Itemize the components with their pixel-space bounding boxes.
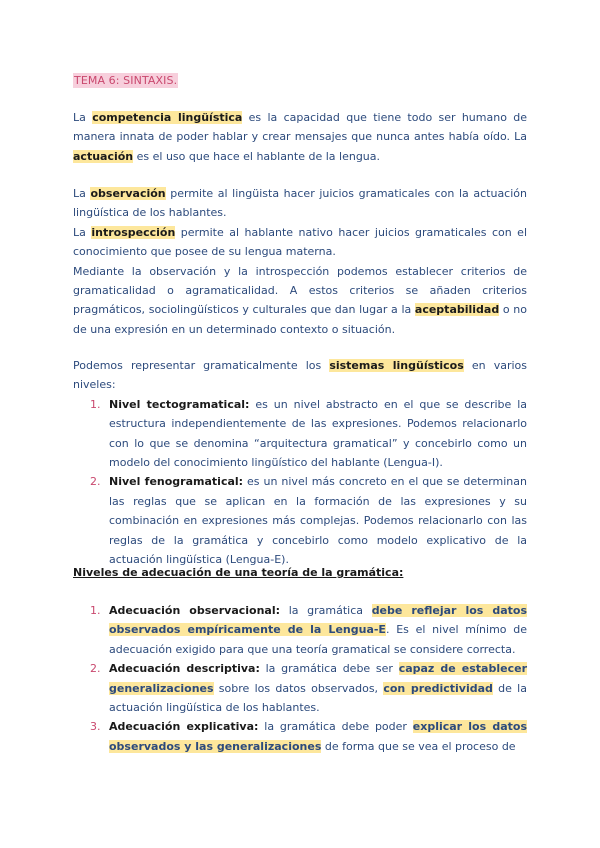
list-number: 1.: [90, 397, 101, 411]
list-text: es un nivel más concreto en el que se determinan las reglas que se aplican en la formación de las expresiones y su combinación en expresiones más complejas. Podemos relacionarlo con las reglas de la gramática y concebirlo como modelo explicativo de la actuación lingüística (Lengua-E).: [109, 475, 527, 567]
keyword-introspeccion: introspección: [91, 225, 176, 239]
list-term: Adecuación observacional:: [109, 604, 281, 617]
list-item: [73, 395, 527, 473]
list-number: 2.: [90, 475, 101, 489]
text: permite al lingüista hacer juicios gramaticales con la actuación lingüística de los hablantes.: [73, 187, 527, 220]
list-term: Adecuación explicativa:: [109, 720, 259, 734]
highlight: explicar los datos observados y las generalizaciones: [109, 720, 527, 753]
list-number: 1.: [90, 604, 101, 617]
section-niveles: [73, 356, 527, 569]
list-term: Adecuación descriptiva:: [109, 662, 260, 676]
paragraph-introspeccion: [73, 223, 527, 262]
keyword-observacion: observación: [90, 187, 166, 200]
list-number: 3.: [90, 720, 101, 734]
text: La: [73, 225, 92, 239]
list-item: [73, 472, 527, 569]
highlight: capaz de establecer generalizaciones: [109, 662, 527, 695]
paragraph-sistemas: [73, 356, 527, 395]
text: Podemos representar gramaticalmente los: [73, 359, 330, 372]
keyword-actuacion: actuación: [73, 149, 134, 163]
list-text: la gramática debe poder: [258, 720, 413, 734]
text: o no de una expresión en un determinado contexto o situación.: [73, 303, 527, 336]
paragraph-observacion: [73, 184, 527, 223]
text: en varios niveles:: [73, 359, 527, 392]
keyword-aceptabilidad: aceptabilidad: [414, 303, 500, 317]
section-subheading: Niveles de adecuación de una teoría de la gramática:: [73, 566, 404, 579]
page-title: TEMA 6: SINTAXIS.: [74, 74, 178, 87]
text: es el uso que hace el hablante de la lengua.: [133, 149, 381, 163]
list-text: sobre los datos observados,: [213, 681, 384, 695]
adequacy-list: [73, 601, 527, 756]
levels-list: [73, 395, 527, 570]
paragraph-criterios: [73, 262, 527, 340]
list-term: Nivel fenogramatical:: [109, 475, 244, 489]
keyword-sistemas: sistemas lingüísticos: [329, 359, 464, 372]
keyword-competencia: competencia lingüística: [92, 111, 243, 124]
list-item: [73, 717, 527, 756]
paragraphs-observacion: [73, 184, 527, 339]
list-term: Nivel tectogramatical:: [109, 397, 250, 411]
section-adecuacion: [73, 601, 527, 756]
text: Mediante la observación y la introspección podemos establecer criterios de gramaticalidad o agramaticalidad. A estos criterios se añaden criterios pragmáticos, sociolingüísticos y culturales que dan lugar a la: [73, 264, 527, 317]
list-item: [73, 601, 527, 659]
text: es la capacidad que tiene todo ser humano de manera innata de poder hablar y crear mensajes que nunca antes había oído. La: [73, 111, 527, 144]
list-number: 2.: [90, 662, 101, 676]
text: permite al hablante nativo hacer juicios gramaticales con el conocimiento que posee de su lengua materna.: [73, 225, 528, 259]
list-text: la gramática debe ser: [259, 662, 399, 676]
list-text: de la actuación lingüística de los hablantes.: [109, 681, 527, 715]
text: La: [73, 187, 91, 200]
highlight: debe reflejar los datos observados empíricamente de la Lengua-E: [109, 604, 527, 637]
list-item: [73, 659, 527, 717]
paragraph-competencia: [73, 108, 527, 166]
list-text: de forma que se vea el proceso de: [321, 739, 516, 753]
text: La: [73, 111, 93, 124]
highlight: con predictividad: [383, 681, 493, 695]
list-text: . Es el nivel mínimo de adecuación exigido para que una teoría gramatical se considere correcta.: [109, 623, 528, 656]
list-text: la gramática: [280, 604, 372, 617]
list-text: es un nivel abstracto en el que se describe la estructura independientemente de las expresiones. Podemos relacionarlo con lo que se denomina “arquitectura gramatical” y concebirlo como un modelo del conocimiento lingüístico del hablante (Lengua-I).: [109, 397, 527, 470]
